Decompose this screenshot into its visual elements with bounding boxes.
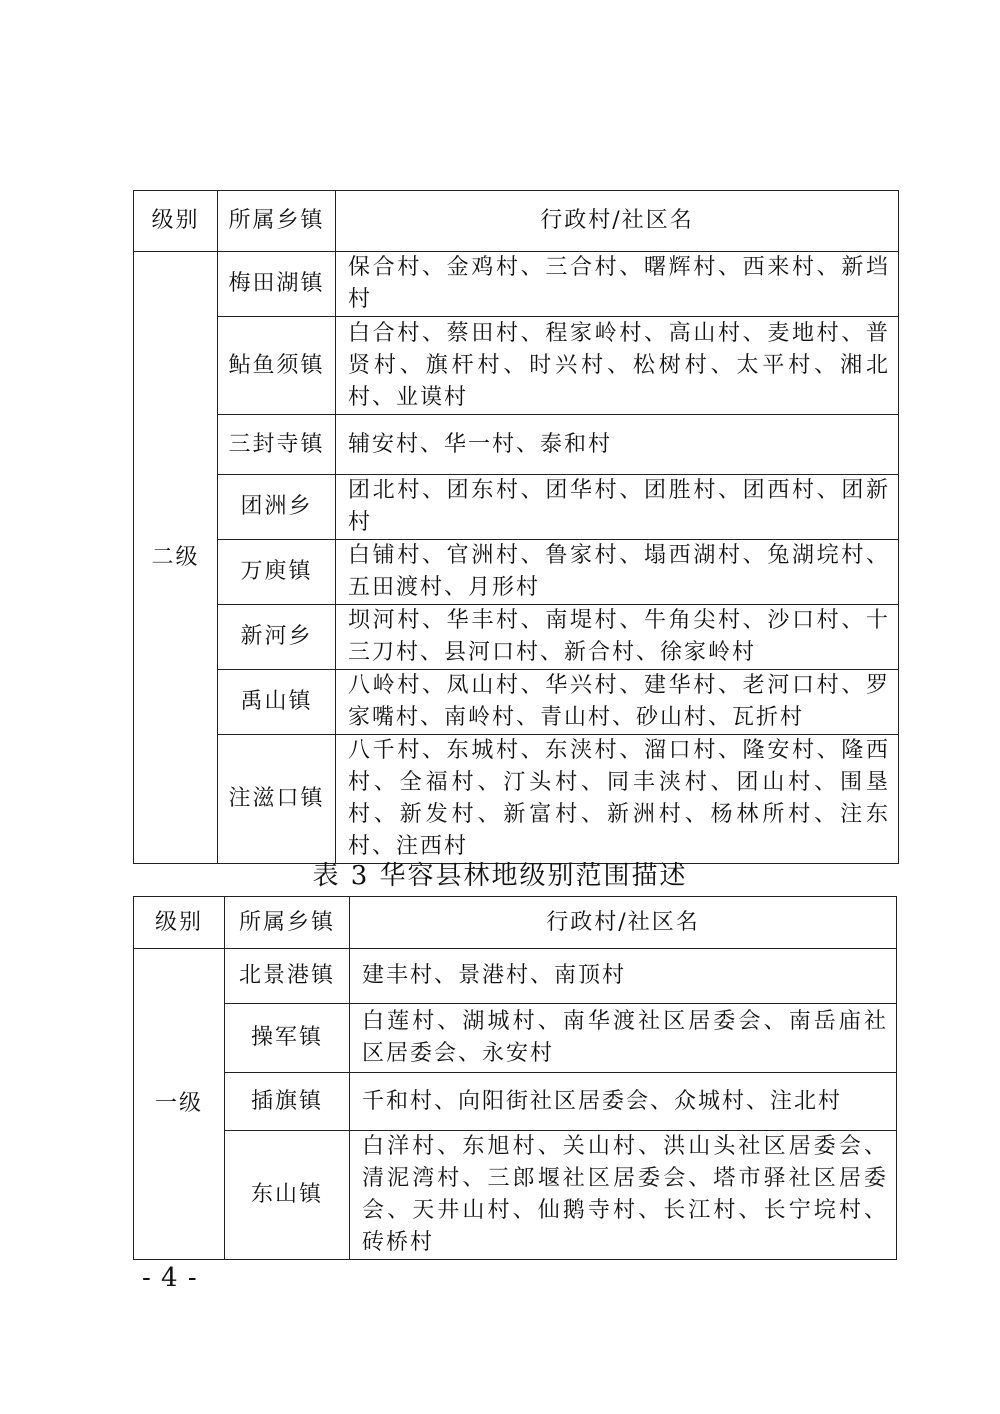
header-villages: 行政村/社区名: [336, 191, 899, 252]
town-cell: 禹山镇: [218, 670, 336, 735]
villages-cell: 白洋村、东旭村、关山村、洪山头社区居委会、清泥湾村、三郎堰社区居委会、塔市驿社区居委会、天井山村、仙鹅寺村、长江村、长宁垸村、砖桥村: [350, 1131, 897, 1260]
table-row: [134, 317, 899, 415]
table-row: [134, 605, 899, 670]
villages-cell: 白铺村、官洲村、鲁家村、塌西湖村、兔湖垸村、五田渡村、月形村: [336, 540, 899, 605]
header-level: 级别: [134, 897, 225, 949]
table-header-row: [134, 897, 897, 949]
header-town: 所属乡镇: [218, 191, 336, 252]
villages-cell: 白合村、蔡田村、程家岭村、高山村、麦地村、普贤村、旗杆村、时兴村、松树村、太平村、湘北村、业谟村: [336, 317, 899, 415]
villages-cell: 坝河村、华丰村、南堤村、牛角尖村、沙口村、十三刀村、县河口村、新合村、徐家岭村: [336, 605, 899, 670]
town-cell: 东山镇: [225, 1131, 350, 1260]
table-row: [134, 415, 899, 475]
level-cell: 一级: [134, 949, 225, 1260]
table-row: [134, 670, 899, 735]
town-cell: 新河乡: [218, 605, 336, 670]
table-row: [134, 1131, 897, 1260]
table-2: [133, 190, 899, 864]
page-number: - 4 -: [142, 1263, 198, 1293]
villages-cell: 辅安村、华一村、泰和村: [336, 415, 899, 475]
header-villages: 行政村/社区名: [350, 897, 897, 949]
villages-cell: 团北村、团东村、团华村、团胜村、团西村、团新村: [336, 475, 899, 540]
table-row: [134, 475, 899, 540]
level-cell: 二级: [134, 252, 218, 864]
table-3-caption: 表 3 华容县林地级别范围描述: [312, 861, 688, 891]
table-row: [134, 949, 897, 1004]
villages-cell: 八岭村、凤山村、华兴村、建华村、老河口村、罗家嘴村、南岭村、青山村、砂山村、瓦折村: [336, 670, 899, 735]
town-cell: 插旗镇: [225, 1073, 350, 1131]
table-row: [134, 252, 899, 317]
town-cell: 团洲乡: [218, 475, 336, 540]
villages-cell: 保合村、金鸡村、三合村、曙辉村、西来村、新垱村: [336, 252, 899, 317]
header-level: 级别: [134, 191, 218, 252]
table-row: [134, 540, 899, 605]
villages-cell: 建丰村、景港村、南顶村: [350, 949, 897, 1004]
villages-cell: 八千村、东城村、东浃村、溜口村、隆安村、隆西村、全福村、汀头村、同丰浃村、团山村、围垦村、新发村、新富村、新洲村、杨林所村、注东村、注西村: [336, 735, 899, 864]
villages-cell: 白莲村、湖城村、南华渡社区居委会、南岳庙社区居委会、永安村: [350, 1004, 897, 1073]
town-cell: 万庾镇: [218, 540, 336, 605]
town-cell: 注滋口镇: [218, 735, 336, 864]
town-cell: 北景港镇: [225, 949, 350, 1004]
town-cell: 鲇鱼须镇: [218, 317, 336, 415]
town-cell: 三封寺镇: [218, 415, 336, 475]
table-3: [133, 896, 897, 1260]
table-header-row: [134, 191, 899, 252]
town-cell: 梅田湖镇: [218, 252, 336, 317]
table-row: [134, 735, 899, 864]
table-row: [134, 1073, 897, 1131]
town-cell: 操军镇: [225, 1004, 350, 1073]
table-row: [134, 1004, 897, 1073]
villages-cell: 千和村、向阳街社区居委会、众城村、注北村: [350, 1073, 897, 1131]
header-town: 所属乡镇: [225, 897, 350, 949]
